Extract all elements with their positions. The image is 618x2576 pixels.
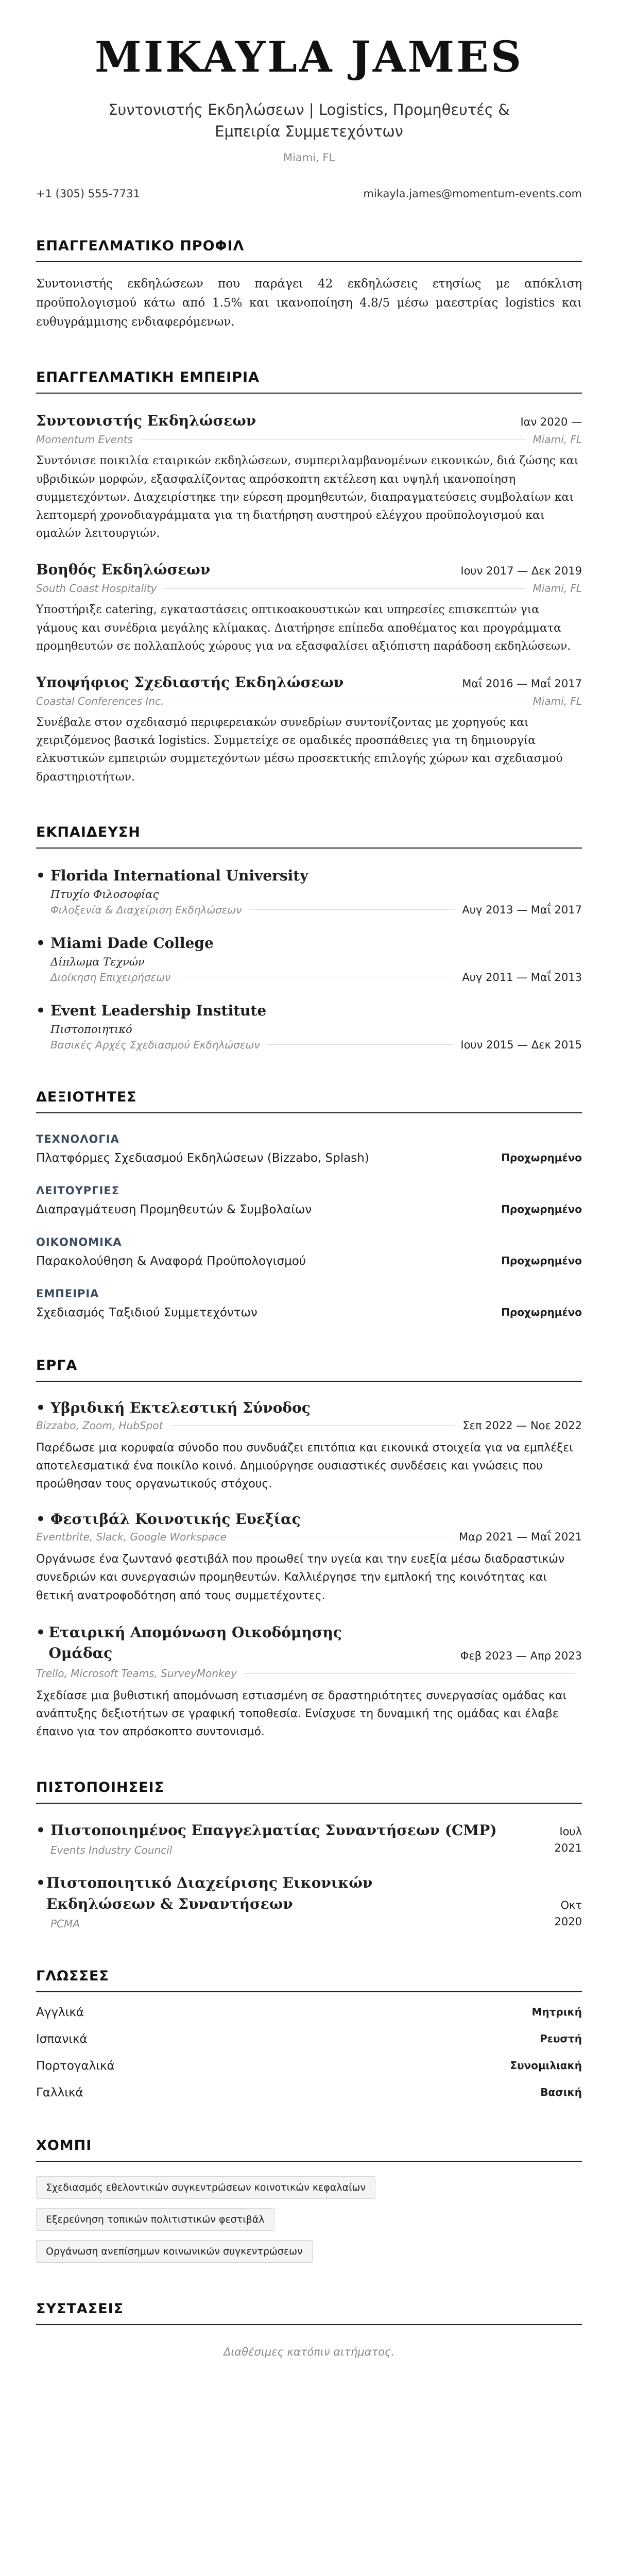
project-entry bbox=[36, 1622, 582, 1741]
section-title: ΕΡΓΑ bbox=[36, 1358, 582, 1382]
language-level: Βασική bbox=[540, 2086, 582, 2099]
section-title: ΧΟΜΠΙ bbox=[36, 2138, 582, 2162]
section-title: ΕΚΠΑΙΔΕΥΣΗ bbox=[36, 824, 582, 849]
project-entry bbox=[36, 1399, 582, 1494]
language-name: Γαλλικά bbox=[36, 2086, 83, 2100]
certification-name: Πιστοποιημένος Επαγγελματίας Συναντήσεων (CMP) bbox=[50, 1821, 497, 1839]
references-text: Διαθέσιμες κατόπιν αιτήματος. bbox=[223, 2346, 395, 2359]
language-row bbox=[36, 2006, 582, 2019]
job-entry bbox=[36, 674, 582, 786]
skill-level: Προχωρημένο bbox=[501, 1306, 582, 1318]
hobby-tag: Οργάνωση ανεπίσημων κοινωνικών συγκεντρώσεων bbox=[36, 2240, 313, 2263]
divider bbox=[244, 1673, 575, 1674]
project-name: Εταιρική Απομόνωση Οικοδόμησης Ομάδας bbox=[48, 1623, 342, 1662]
skill-group bbox=[36, 1287, 582, 1319]
job-location: Miami, FL bbox=[533, 694, 582, 707]
job-dates: Ιουν 2017 — Δεκ 2019 bbox=[460, 565, 582, 578]
skill-name: Παρακολούθηση & Αναφορά Προϋπολογισμού bbox=[36, 1254, 306, 1268]
section-title: ΓΛΩΣΣΕΣ bbox=[36, 1968, 582, 1992]
skill-level: Προχωρημένο bbox=[501, 1202, 582, 1215]
language-row bbox=[36, 2032, 582, 2046]
job-description: Υποστήριξε catering, εγκαταστάσεις οπτικοακουστικών και υπηρεσίες επισκεπτών για γάμους και συνέδρια μεγάλης κλίμακας. Διατήρησε επίπεδα αποθέματος και προγράμματα προμηθευτών σε πολλαπλούς χώρους για να εξασφαλίσει αξιόπιστη παράδοση εκδηλώσεων. bbox=[36, 603, 571, 653]
skill-category: ΤΕΧΝΟΛΟΓΙΑ bbox=[36, 1132, 119, 1145]
email: mikayla.james@momentum-events.com bbox=[363, 188, 582, 200]
skill-category: ΛΕΙΤΟΥΡΓΙΕΣ bbox=[36, 1184, 120, 1197]
certification-issuer: Events Industry Council bbox=[50, 1844, 173, 1857]
skill-group bbox=[36, 1133, 582, 1165]
project-tools: Eventbrite, Slack, Google Workspace bbox=[36, 1531, 227, 1544]
divider bbox=[249, 909, 455, 910]
skill-name: Διαπραγμάτευση Προμηθευτών & Συμβολαίων bbox=[36, 1202, 312, 1216]
bullet-icon: • bbox=[36, 1399, 45, 1416]
job-dates: Ιαν 2020 — bbox=[520, 416, 582, 429]
bullet-icon: • bbox=[36, 1623, 45, 1641]
skill-category: ΟΙΚΟΝΟΜΙΚΑ bbox=[36, 1235, 122, 1248]
certification-name: Πιστοποιητικό Διαχείρισης Εικονικών Εκδηλώσεων & Συναντήσεων bbox=[46, 1874, 373, 1912]
certification-issuer: PCMA bbox=[50, 1918, 80, 1930]
contact-row bbox=[36, 188, 582, 200]
job-description: Συνέβαλε στον σχεδιασμό περιφερειακών συνεδρίων συντονίζοντας με χορηγούς και χειριζόμενος βασικά logistics. Συμμετείχε σε ομαδικές προσπάθειες για τη δημιουργία ελκυστικών εμπειριών συμμετεχόντων μέσω προσεκτικής επιλογής χώρων και σχεδιασμού δραστηριοτήτων. bbox=[36, 716, 563, 784]
divider bbox=[170, 1425, 455, 1426]
project-name: Υβριδική Εκτελεστική Σύνοδος bbox=[50, 1399, 311, 1416]
skill-name: Σχεδιασμός Ταξιδιού Συμμετεχόντων bbox=[36, 1306, 258, 1319]
job-role: Βοηθός Εκδηλώσεων bbox=[36, 561, 211, 579]
job-role: Υποψήφιος Σχεδιαστής Εκδηλώσεων bbox=[36, 673, 344, 691]
experience-section bbox=[36, 369, 582, 786]
project-dates: Φεβ 2023 — Απρ 2023 bbox=[460, 1649, 582, 1662]
phone: +1 (305) 555-7731 bbox=[36, 188, 140, 200]
bullet-icon: • bbox=[36, 1002, 45, 1019]
job-company: Coastal Conferences Inc. bbox=[36, 694, 164, 707]
institution: Miami Dade College bbox=[50, 934, 214, 952]
job-dates: Μαΐ 2016 — Μαΐ 2017 bbox=[462, 677, 582, 690]
headline: Συντονιστής Εκδηλώσεων | Logistics, Προμηθευτές & Εμπειρία Συμμετεχόντων bbox=[108, 101, 510, 141]
profile-section bbox=[36, 238, 582, 331]
language-row bbox=[36, 2086, 582, 2099]
section-title: ΕΠΑΓΓΕΛΜΑΤΙΚΗ ΕΜΠΕΙΡΙΑ bbox=[36, 369, 582, 394]
language-name: Αγγλικά bbox=[36, 2006, 84, 2020]
skills-section bbox=[36, 1089, 582, 1319]
certification-month: Οκτ bbox=[560, 1899, 582, 1912]
languages-section bbox=[36, 1968, 582, 2099]
education-entry bbox=[36, 867, 582, 916]
job-entry bbox=[36, 412, 582, 543]
profile-text: Συντονιστής εκδηλώσεων που παράγει 42 εκδηλώσεις ετησίως με απόκλιση προϋπολογισμού κάτω από 1.5% και ικανοποίηση 4.8/5 μέσω μαεστρίας logistics και ευθυγράμμισης ενδιαφερόμενων. bbox=[36, 277, 582, 329]
skill-name: Πλατφόρμες Σχεδιασμού Εκδηλώσεων (Bizzabo, Splash) bbox=[36, 1151, 369, 1165]
bullet-icon: • bbox=[36, 1511, 45, 1528]
project-description: Παρέδωσε μια κορυφαία σύνοδο που συνδυάζει επιτόπια και εικονικά στοιχεία για να εμπλέξει αποτελεσματικά ένα ποικίλο κοινό. Δημιούργησε ουσιαστικές συνδέσεις και γνώσεις που προώθησαν τους οργανωτικούς στόχους. bbox=[36, 1441, 573, 1491]
section-title: ΔΕΞΙΟΤΗΤΕΣ bbox=[36, 1089, 582, 1113]
project-tools: Bizzabo, Zoom, HubSpot bbox=[36, 1419, 163, 1432]
bullet-icon: • bbox=[36, 934, 45, 952]
section-title: ΠΙΣΤΟΠΟΙΗΣΕΙΣ bbox=[36, 1780, 582, 1804]
divider bbox=[140, 439, 526, 440]
institution: Event Leadership Institute bbox=[50, 1002, 267, 1019]
hobby-tag: Εξερεύνηση τοπικών πολιτιστικών φεστιβάλ bbox=[36, 2208, 274, 2231]
certification-entry bbox=[36, 1873, 582, 1930]
language-level: Ρευστή bbox=[540, 2032, 582, 2045]
field-of-study: Βασικές Αρχές Σχεδιασμού Εκδηλώσεων bbox=[50, 1038, 260, 1051]
project-dates: Σεπ 2022 — Νοε 2022 bbox=[462, 1419, 582, 1432]
references-section bbox=[36, 2301, 582, 2358]
education-entry bbox=[36, 935, 582, 984]
institution: Florida International University bbox=[50, 867, 308, 884]
certification-year: 2021 bbox=[554, 1841, 582, 1854]
field-of-study: Διοίκηση Επιχειρήσεων bbox=[50, 971, 171, 984]
skill-group bbox=[36, 1236, 582, 1268]
job-location: Miami, FL bbox=[533, 582, 582, 595]
project-description: Οργάνωσε ένα ζωντανό φεστιβάλ που προωθεί την υγεία και την ευεξία μέσω διαδραστικών συνεδριών και συνεργασιών προμηθευτών. Καλλιέργησε την εμπλοκή της κοινότητας και θετική ανατροφοδότηση από τους συμμετέχοντες. bbox=[36, 1553, 565, 1602]
job-description: Συντόνισε ποικιλία εταιρικών εκδηλώσεων, συμπεριλαμβανομένων εικονικών, διά ζώσης και υβριδικών μορφών, εξασφαλίζοντας απρόσκοπτη εκτέλεση και υψηλή ικανοποίηση συμμετεχόντων. Διαχειρίστηκε την εύρεση προμηθευτών, διαπραγματεύσεις συμβολαίων και λεπτομερή χρονοδιαγράμματα για τη διατήρηση αυστηρού ελέγχου προϋπολογισμού και ομαλών λειτουργιών. bbox=[36, 454, 579, 540]
degree: Πτυχίο Φιλοσοφίας bbox=[50, 888, 159, 901]
skill-category: ΕΜΠΕΙΡΙΑ bbox=[36, 1287, 99, 1300]
language-level: Μητρική bbox=[531, 2006, 582, 2019]
project-entry bbox=[36, 1511, 582, 1605]
job-company: Momentum Events bbox=[36, 433, 133, 446]
education-dates: Αυγ 2011 — Μαΐ 2013 bbox=[462, 971, 582, 984]
bullet-icon: • bbox=[36, 1874, 45, 1892]
certifications-section bbox=[36, 1780, 582, 1930]
certification-month: Ιουλ bbox=[559, 1825, 582, 1838]
skill-level: Προχωρημένο bbox=[501, 1151, 582, 1164]
skill-group bbox=[36, 1184, 582, 1216]
job-role: Συντονιστής Εκδηλώσεων bbox=[36, 412, 256, 430]
skill-level: Προχωρημένο bbox=[501, 1254, 582, 1267]
section-title: ΣΥΣΤΑΣΕΙΣ bbox=[36, 2301, 582, 2325]
project-name: Φεστιβάλ Κοινοτικής Ευεξίας bbox=[50, 1511, 301, 1528]
field-of-study: Φιλοξενία & Διαχείριση Εκδηλώσεων bbox=[50, 903, 242, 916]
certification-year: 2020 bbox=[554, 1915, 582, 1928]
language-level: Συνομιλιακή bbox=[510, 2059, 582, 2072]
project-description: Σχεδίασε μια βυθιστική απομόνωση εστιασμένη σε δραστηριότητες συνεργασίας ομάδας και ανάπτυξης δεξιοτήτων σε γραφική τοποθεσία. Ενίσχυσε τη δυναμική της ομάδας και έλαβε έπαινο για τον απρόσκοπτο συντονισμό. bbox=[36, 1689, 567, 1739]
language-name: Ισπανικά bbox=[36, 2032, 88, 2046]
divider bbox=[164, 588, 525, 589]
project-dates: Μαρ 2021 — Μαΐ 2021 bbox=[459, 1531, 582, 1544]
section-title: ΕΠΑΓΓΕΛΜΑΤΙΚΟ ΠΡΟΦΙΛ bbox=[36, 238, 582, 262]
job-location: Miami, FL bbox=[533, 433, 582, 446]
education-section bbox=[36, 824, 582, 1051]
bullet-icon: • bbox=[36, 867, 45, 884]
resume-header bbox=[36, 0, 582, 200]
education-entry bbox=[36, 1002, 582, 1051]
divider bbox=[267, 1044, 454, 1045]
language-name: Πορτογαλικά bbox=[36, 2059, 115, 2073]
bullet-icon: • bbox=[36, 1821, 45, 1839]
certification-entry bbox=[36, 1820, 582, 1857]
education-dates: Αυγ 2013 — Μαΐ 2017 bbox=[462, 903, 582, 916]
hobby-tag: Σχεδιασμός εθελοντικών συγκεντρώσεων κοινοτικών κεφαλαίων bbox=[36, 2176, 375, 2199]
degree: Δίπλωμα Τεχνών bbox=[50, 955, 145, 968]
degree: Πιστοποιητικό bbox=[50, 1023, 132, 1036]
project-tools: Trello, Microsoft Teams, SurveyMonkey bbox=[36, 1667, 237, 1680]
hobbies-section bbox=[36, 2138, 582, 2263]
language-row bbox=[36, 2059, 582, 2073]
job-entry bbox=[36, 561, 582, 655]
candidate-name: MIKAYLA JAMES bbox=[95, 32, 523, 82]
location: Miami, FL bbox=[283, 151, 335, 164]
job-company: South Coast Hospitality bbox=[36, 582, 157, 595]
projects-section bbox=[36, 1358, 582, 1741]
education-dates: Ιουν 2015 — Δεκ 2015 bbox=[460, 1038, 582, 1051]
